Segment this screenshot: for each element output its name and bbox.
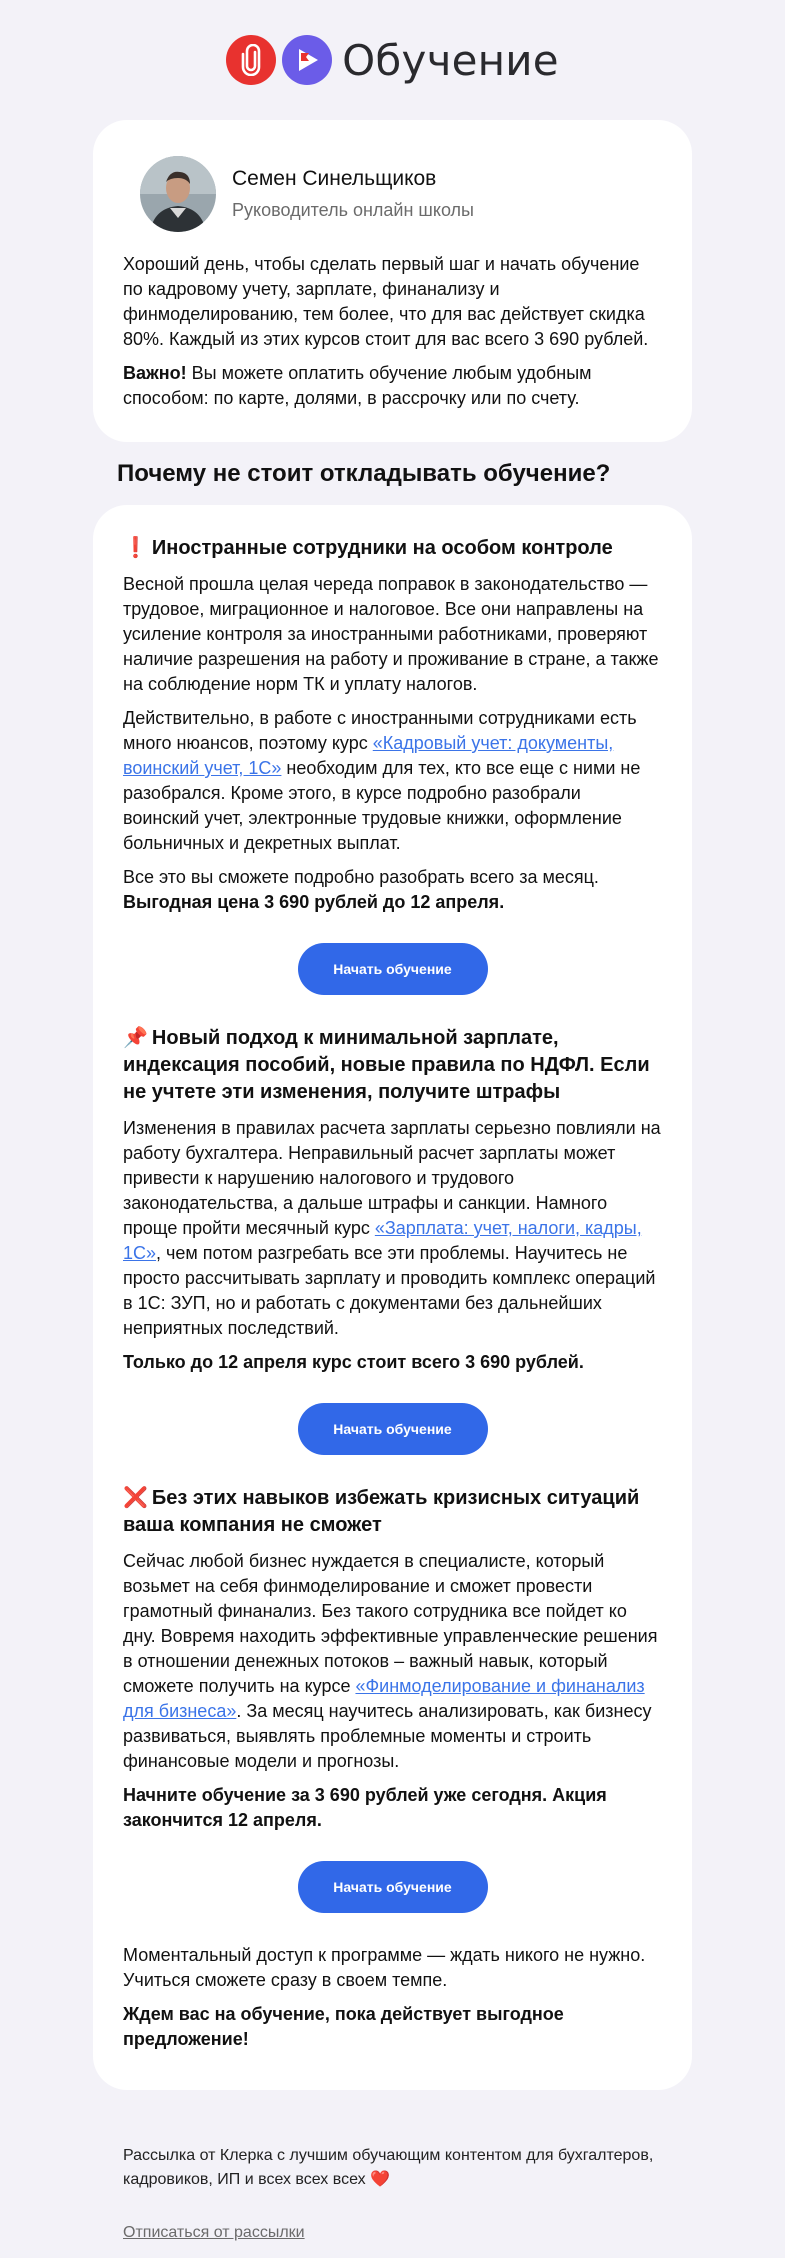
block-title-text: Иностранные сотрудники на особом контроле (151, 537, 613, 559)
course-link-finance[interactable]: «Финмоделирование и финанализ для бизнеса» (123, 1676, 645, 1721)
text: Действительно, в работе с иностранными сотрудниками есть много нюансов, поэтому курс (123, 708, 637, 753)
block-paragraph (123, 1783, 662, 1833)
block-title (123, 1025, 662, 1106)
course-block-salary (123, 1025, 662, 1455)
text: Сейчас любой бизнес нуждается в специалисте, который возьмет на себя финмоделирование и сможет провести грамотный финанализ. Без такого сотрудника все пойдет ко дну. Вовремя находить эффективные управленческие решения в отношении денежных потоков – важный навык, который сможете получить на курсе (123, 1551, 658, 1696)
block-title-text: Без этих навыков избежать кризисных ситуаций ваша компания не сможет (123, 1487, 640, 1536)
exclamation-icon: ❗ (123, 537, 148, 559)
author (123, 156, 662, 232)
course-link-hr[interactable]: «Кадровый учет: документы, воинский учет, 1С» (123, 733, 614, 778)
text: Все это вы сможете подробно разобрать всего за месяц. (123, 867, 599, 887)
text: , чем потом разгребать все эти проблемы. Научитесь не просто рассчитывать зарплату и проводить комплекс операций в 1С: ЗУП, но и работать с документами без дальнейших неприятных последствий. (123, 1243, 656, 1338)
paperclip-icon (226, 35, 276, 85)
closing-paragraph-bold (123, 2002, 662, 2052)
author-name: Семен Синельщиков (232, 167, 437, 190)
start-learning-button[interactable]: Начать обучение (298, 943, 488, 995)
brand-title: Обучение (342, 35, 559, 85)
block-paragraph: Весной прошла целая череда поправок в законодательство — трудовое, миграционное и налоговое. Все они направлены на усиление контроля за иностранными работниками, проверяют наличие разрешения на работу и проживание в стране, а также на соблюдение норм ТК и уплату налогов. (123, 574, 659, 694)
play-flag-icon (282, 35, 332, 85)
course-link-salary[interactable]: «Зарплата: учет, налоги, кадры, 1С» (123, 1218, 642, 1263)
heart-icon: ❤️ (370, 2171, 390, 2188)
intro-paragraph: Хороший день, чтобы сделать первый шаг и начать обучение по кадровому учету, зарплате, финанализу и финмоделированию, тем более, что для вас действует скидка 80%. Каждый из этих курсов стоит для вас всего 3 690 рублей. (123, 254, 649, 349)
author-role: Руководитель онлайн школы (232, 200, 474, 220)
block-paragraph (123, 1549, 662, 1774)
block-paragraph (123, 1350, 662, 1375)
price-note: Выгодная цена 3 690 рублей до 12 апреля. (123, 892, 505, 912)
start-learning-button[interactable]: Начать обучение (298, 1861, 488, 1913)
intro-card (93, 120, 692, 442)
important-text: Вы можете оплатить обучение любым удобным способом: по карте, долями, в рассрочку или по счету. (123, 363, 592, 408)
text: Изменения в правилах расчета зарплаты серьезно повлияли на работу бухгалтера. Неправильный расчет зарплаты может привести к нарушению налогового и трудового законодательства, а дальше штрафы и санкции. Намного проще пройти месячный курс (123, 1118, 661, 1238)
footer-text-content: Рассылка от Клерка с лучшим обучающим контентом для бухгалтеров, кадровиков, ИП и всех всех всех (123, 2147, 654, 2188)
text: . За месяц научитесь анализировать, как бизнесу развиваться, выявлять проблемные моменты и строить финансовые модели и прогнозы. (123, 1701, 652, 1771)
course-block-finance (123, 1485, 662, 1913)
unsubscribe-link[interactable]: Отписаться от рассылки (123, 2224, 305, 2241)
block-title (123, 535, 662, 562)
footer-text (123, 2144, 662, 2192)
block-title-text: Новый подход к минимальной зарплате, индексация пособий, новые правила по НДФЛ. Если не учтете эти изменения, получите штрафы (123, 1027, 650, 1103)
block-paragraph (123, 1116, 662, 1341)
main-card (93, 505, 692, 2090)
pushpin-icon: 📌 (123, 1027, 148, 1049)
avatar (140, 156, 216, 232)
block-title (123, 1485, 662, 1539)
start-learning-button[interactable]: Начать обучение (298, 1403, 488, 1455)
price-note: Только до 12 апреля курс стоит всего 3 690 рублей. (123, 1352, 584, 1372)
important-label: Важно! (123, 363, 187, 383)
closing-paragraph: Моментальный доступ к программе — ждать никого не нужно. Учиться сможете сразу в своем темпе. (123, 1945, 646, 1990)
cross-mark-icon: ❌ (123, 1487, 148, 1509)
why-heading: Почему не стоит откладывать обучение? (117, 459, 611, 487)
price-note: Начните обучение за 3 690 рублей уже сегодня. Акция закончится 12 апреля. (123, 1785, 607, 1830)
text: необходим для тех, кто все еще с ними не разобрался. Кроме этого, в курсе подробно разобрали воинский учет, электронные трудовые книжки, оформление больничных и декретных выплат. (123, 758, 641, 853)
course-block-hr (123, 535, 662, 995)
closing-bold: Ждем вас на обучение, пока действует выгодное предложение! (123, 2004, 564, 2049)
block-paragraph (123, 865, 662, 915)
important-paragraph (123, 361, 662, 411)
block-paragraph (123, 706, 662, 856)
footer (0, 2090, 785, 2242)
brand-header (0, 0, 785, 120)
